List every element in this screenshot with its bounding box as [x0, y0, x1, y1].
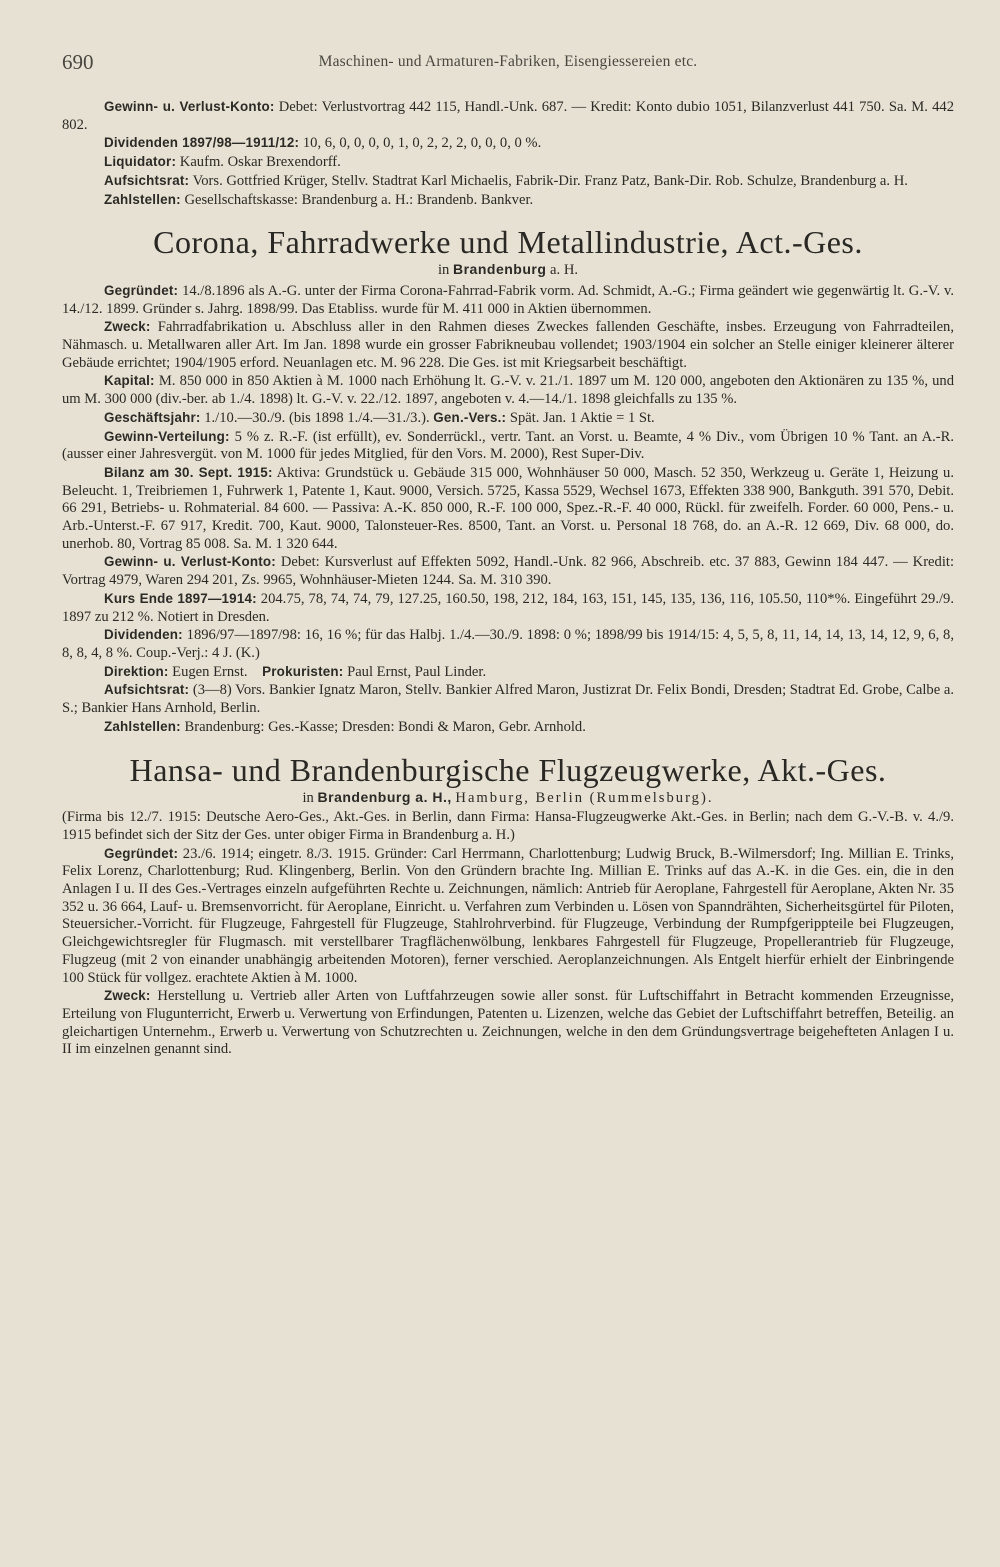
corona-gewv-label: Gewinn-Verteilung: — [104, 428, 230, 444]
hansa-zweck-paragraph — [62, 987, 954, 1059]
corona-gewv-paragraph — [62, 428, 954, 464]
corona-zs-label: Zahlstellen: — [104, 718, 181, 734]
prev-liq-text: Kaufm. Oskar Brexendorff. — [179, 154, 341, 171]
corona-bil-text: Aktiva: Grundstück u. Gebäude 315 000, Wohnhäuser 50 000, Masch. 52 350, Werkzeug u. Geräte 1, Heizung u. Beleucht. 1, Treibriemen 1, Fuhrwerk 1, Patente 1, Kaut. 9000, Versich. 5725, Kassa 5529, Wechsel 1673, Effekten 338 900, Bankguth. 391 570, Debit. 66 291, Betriebs- u. Rohmaterial. 84 600. — Passiva: A.-K. 850 000, R.-F. 100 000, Spez.-R.-F. 40 000, Rückl. für zweifelh. Forder. 60 000, Pens.- u. Arb.-Unterst.-F. 67 917, Kredit. 700, Kaut. 9000, Talonsteuer-Res. 8500, Tant. an Vorst. u. Personal 18 768, do. an A.-R. 12 669, Div. 68 000, do. unerhob. 80, Vortrag 85 008. Sa. M. 1 320 644. — [62, 464, 954, 552]
corona-location — [62, 261, 954, 280]
prev-zs-text: Gesellschaftskasse: Brandenburg a. H.: Brandenb. Bankver. — [184, 191, 534, 208]
corona-ar-text: (3—8) Vors. Bankier Ignatz Maron, Stellv. Bankier Alfred Maron, Justizrat Dr. Felix Bondi, Dresden; Stadtrat Ed. Grobe, Calbe a. S.; Bankier Hans Arnhold, Berlin. — [62, 682, 954, 717]
prev-zs-label: Zahlstellen: — [104, 191, 181, 207]
corona-gv-text: Spät. Jan. 1 Aktie = 1 St. — [509, 409, 655, 426]
prev-gv-paragraph — [62, 98, 954, 134]
corona-guv-label: Gewinn- u. Verlust-Konto: — [104, 554, 276, 570]
corona-loc-city: Brandenburg — [453, 261, 547, 278]
corona-guv-paragraph — [62, 553, 954, 589]
prev-liq-paragraph — [62, 153, 954, 172]
corona-dir-paragraph — [62, 663, 954, 682]
prev-div-paragraph — [62, 134, 954, 153]
corona-guv-text: Debet: Kursverlust auf Effekten 5092, Handl.-Unk. 82 966, Abschreib. etc. 37 883, Gewinn 184 447. — Kredit: Vortrag 4979, Waren 294 201, Zs. 9965, Wohnhäuser-Mieten 1244. Sa. M. 310 390. — [62, 554, 954, 589]
corona-div-text: 1896/97—1897/98: 16, 16 %; für das Halbj. 1./4.—30./9. 1898: 0 %; 1898/99 bis 1914/15: 4, 5, 5, 8, 11, 14, 14, 13, 14, 12, 9, 6, 8, 8, 8, 4, 8 %. Coup.-Verj.: 4 J. (K.) — [62, 627, 954, 661]
hansa-zweck-label: Zweck: — [104, 988, 151, 1004]
prev-ar-paragraph — [62, 172, 954, 191]
corona-kurs-text: 204.75, 78, 74, 74, 79, 127.25, 160.50, 198, 212, 184, 163, 151, 145, 135, 136, 116, 105.50, 110*%. Eingeführt 29./9. 1897 zu 212 %. Notiert in Dresden. — [62, 590, 954, 625]
running-head — [62, 50, 954, 74]
corona-gj-paragraph — [62, 409, 954, 428]
hansa-gegr-text: 23./6. 1914; eingetr. 8./3. 1915. Gründer: Carl Herrmann, Charlottenburg; Ludwig Bruck, B.-Wilmersdorf; Ing. Millian E. Trinks, Felix Lorenz, Charlottenburg; Rud. Klingenberg, Berlin. Von den Gründern brachte Ing. Millian E. Trinks auf das A.-K. in die Ges. ein, die in den Anlagen I u. II des Ges.-Vertrages einzeln aufgeführten Rechte u. Zeichnungen, nämlich: Antrieb für Aeroplane, Fahrgestell für Aeroplane, Akten Nr. 35 352 u. 36 664, Lauf- u. Bremsenvorricht. für Aeroplane, Einricht. u. Verfahren zum Verbinden u. Lösen von Spanndrähten, Sicherheitsgürtel für Piloten, Steuersicher.-Vorricht. für Flugzeuge, Fahrgestell für Flugzeuge, Stahlrohrverbind. für Flugzeuge, Verbindung der Rumpfgerippteile bei Flugzeugen, Gleichgewichtsregler für Flugmasch. mit verstellbarer Tragflächenwölbung, lenkbares Fahrgestell für Flugzeuge, Propellerantrieb für Flugzeuge, Flugzeug (mit 2 von einander unabhängig arbeitenden Motoren), ferner verschied. Aeroplanzeichnungen. Als Entgelt hierfür erhielt der Einbringende 100 Stück für vollgez. erachtete Aktien à M. 1000. — [62, 845, 954, 986]
hansa-loc-city: Brandenburg a. H., — [317, 788, 452, 805]
corona-loc-post: a. H. — [550, 262, 579, 279]
hansa-note: (Firma bis 12./7. 1915: Deutsche Aero-Ges., Akt.-Ges. in Berlin, dann Firma: Hansa-Flugzeugwerke Akt.-Ges. in Berlin; nach dem G.-V.-B. v. 4./9. 1915 befindet sich der Sitz der Ges. unter obiger Firma in Brandenburg a. H.) — [62, 809, 954, 843]
corona-kap-paragraph — [62, 372, 954, 408]
corona-zweck-label: Zweck: — [104, 319, 151, 335]
running-title: Maschinen- und Armaturen-Fabriken, Eisengiessereien etc. — [318, 53, 698, 70]
corona-zs-paragraph — [62, 718, 954, 737]
corona-kurs-paragraph — [62, 590, 954, 626]
hansa-loc-pre: in — [302, 789, 314, 806]
prev-liq-label: Liquidator: — [104, 154, 177, 170]
hansa-location — [62, 789, 954, 808]
prev-div-text: 10, 6, 0, 0, 0, 0, 1, 0, 2, 2, 2, 0, 0, 0, 0 %. — [302, 135, 542, 152]
corona-kap-text: M. 850 000 in 850 Aktien à M. 1000 nach Erhöhung lt. G.-V. v. 21./1. 1897 um M. 120 000, angeboten den Aktionären zu 135 %, und um M. 300 000 (div.-ber. ab 1./4. 1898) lt. G.-V. v. 22./12. 1897, angeboten v. 4.—14./1. 1898 gleichfalls zu 135 %. — [62, 373, 954, 408]
corona-title: Corona, Fahrradwerke und Metallindustrie, Act.-Ges. — [153, 224, 863, 261]
corona-gewv-text: 5 % z. R.-F. (ist erfüllt), ev. Sonderrückl., vertr. Tant. an Vorst. u. Beamte, 4 % Div., vom Übrigen 10 % Tant. an A.-R. (ausser einer Jahresvergüt. von M. 1000 für jedes Mitglied, für den Vors. M. 2000), Rest Super-Div. — [62, 428, 954, 463]
prev-div-label: Dividenden 1897/98—1911/12: — [104, 135, 300, 151]
corona-gj-text: 1./10.—30./9. (bis 1898 1./4.—31./3.). — [204, 409, 430, 426]
corona-loc-pre: in — [437, 262, 450, 279]
corona-gv-label: Gen.-Vers.: — [433, 409, 507, 425]
corona-div-paragraph — [62, 626, 954, 662]
corona-gegr-paragraph — [62, 282, 954, 318]
corona-prok-label: Prokuristen: — [262, 663, 344, 679]
page-number: 690 — [62, 50, 94, 74]
prev-gv-text: Debet: Verlustvortrag 442 115, Handl.-Unk. 687. — Kredit: Konto dubio 1051, Bilanzverlust 441 750. Sa. M. 442 802. — [62, 99, 955, 133]
prev-ar-text: Vors. Gottfried Krüger, Stellv. Stadtrat Karl Michaelis, Fabrik-Dir. Franz Patz, Bank-Dir. Rob. Schulze, Brandenburg a. H. — [192, 172, 908, 189]
corona-bil-paragraph — [62, 464, 954, 554]
prev-zs-paragraph — [62, 191, 954, 210]
corona-zs-text: Brandenburg: Ges.-Kasse; Dresden: Bondi & Maron, Gebr. Arnhold. — [184, 718, 586, 735]
corona-gegr-label: Gegründet: — [104, 282, 179, 298]
corona-kap-label: Kapital: — [104, 373, 155, 389]
hansa-zweck-text: Herstellung u. Vertrieb aller Arten von Luftfahrzeugen sowie aller sonst. für Luftschiffahrt in Betracht kommenden Erzeugnisse, Erteilung von Flugunterricht, Erwerb u. Verwertung von Erfindungen, Patenten u. Lizenzen, welche das Gebiet der Luftschiffahrt betreffen, Beteilig. an gleichartigen Unternehm., Erwerb u. Verwertung von Schutzrechten u. Zeichnungen, welche in den dem Gründungsvertrage beigehefteten Anlagen I u. II im einzelnen genannt sind. — [62, 988, 954, 1058]
corona-zweck-paragraph — [62, 318, 954, 372]
corona-div-label: Dividenden: — [104, 627, 183, 643]
corona-dir-label: Direktion: — [104, 663, 169, 679]
corona-gj-label: Geschäftsjahr: — [104, 409, 201, 425]
hansa-gegr-label: Gegründet: — [104, 845, 179, 861]
prev-ar-label: Aufsichtsrat: — [104, 172, 190, 188]
corona-ar-paragraph — [62, 681, 954, 717]
corona-prok-text: Paul Ernst, Paul Linder. — [347, 663, 487, 680]
hansa-gegr-paragraph — [62, 845, 954, 988]
corona-bil-label: Bilanz am 30. Sept. 1915: — [104, 464, 273, 480]
prev-gv-label: Gewinn- u. Verlust-Konto: — [104, 99, 275, 114]
corona-dir-text: Eugen Ernst. — [172, 663, 248, 680]
page-content — [62, 98, 954, 1059]
corona-kurs-label: Kurs Ende 1897—1914: — [104, 590, 257, 606]
corona-ar-label: Aufsichtsrat: — [104, 682, 190, 698]
hansa-loc-post: Hamburg, Berlin (Rummelsburg). — [455, 789, 714, 806]
hansa-title: Hansa- und Brandenburgische Flugzeugwerke, Akt.-Ges. — [129, 751, 887, 788]
corona-gegr-text: 14./8.1896 als A.-G. unter der Firma Corona-Fahrrad-Fabrik vorm. Ad. Schmidt, A.-G.; Firma geändert wie gegenwärtig lt. G.-V. v. 14./12. 1899. Gründer s. Jahrg. 1898/99. Das Etabliss. wurde für M. 411 000 in Aktien übernommen. — [62, 282, 955, 317]
corona-zweck-text: Fahrradfabrikation u. Abschluss aller in den Rahmen dieses Zweckes fallenden Geschäfte, insbes. Erzeugung von Fahrradteilen, Nähmasch. u. Metallwaren aller Art. Im Jan. 1898 wurde ein grosser Fabrikneubau vollendet; 1903/1904 ein solcher an Stelle einiger kleinerer älterer Gebäude errichtet; 1904/1905 erford. Neuanlagen etc. M. 96 228. Die Ges. ist mit Kriegsarbeit beschäftigt. — [62, 319, 954, 371]
